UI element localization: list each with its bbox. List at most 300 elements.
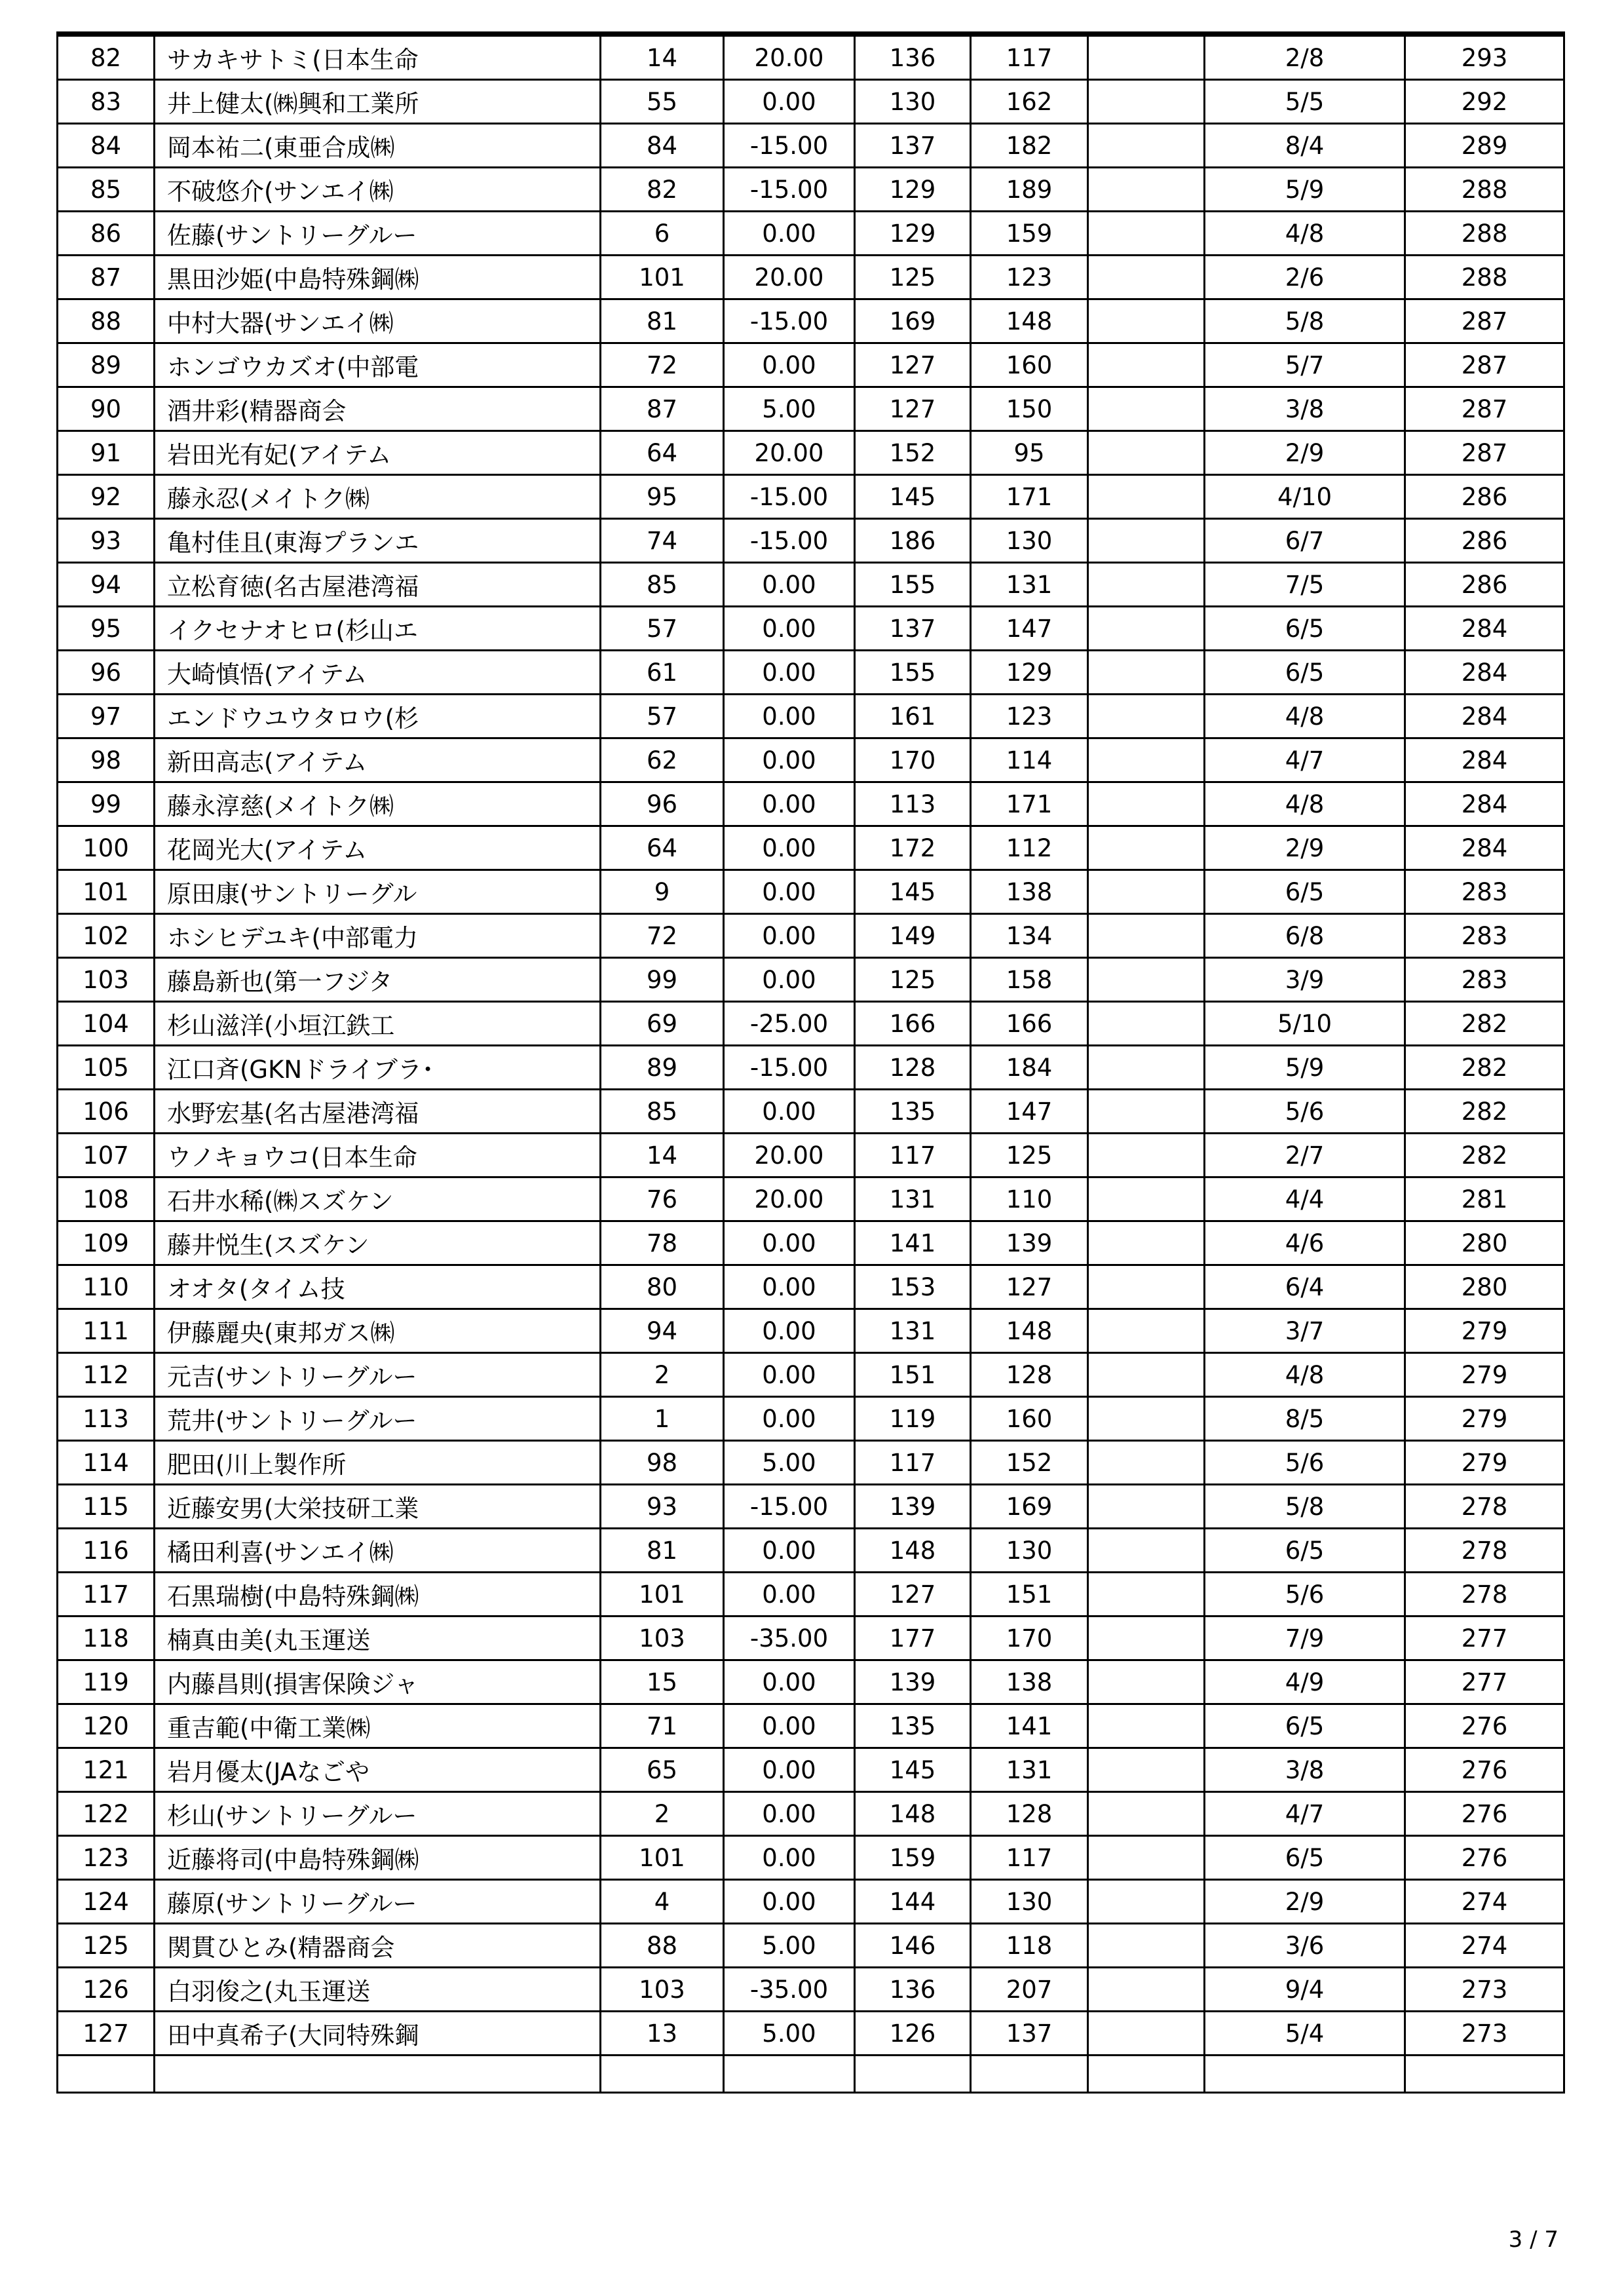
- score-a-cell: 129: [855, 212, 971, 256]
- blank-cell: [1088, 1441, 1205, 1485]
- rank-cell: 110: [58, 1265, 155, 1309]
- name-cell: 新田高志(アイテム: [155, 738, 601, 782]
- handicap-cell: -15.00: [724, 519, 855, 563]
- name-cell: 肥田(川上製作所: [155, 1441, 601, 1485]
- handicap-cell: 0.00: [724, 738, 855, 782]
- table-row: [58, 782, 1564, 826]
- rank-cell: 91: [58, 431, 155, 475]
- score-b-cell: 137: [971, 2012, 1088, 2056]
- handicap-cell: 0.00: [724, 607, 855, 651]
- team-number-cell: 9: [601, 870, 724, 914]
- blank-cell: [1088, 1177, 1205, 1221]
- score-b-cell: 114: [971, 738, 1088, 782]
- rank-cell: 103: [58, 958, 155, 1002]
- rank-cell: 107: [58, 1134, 155, 1177]
- score-a-cell: 152: [855, 431, 971, 475]
- score-a-cell: 139: [855, 1485, 971, 1529]
- team-number-cell: 14: [601, 1134, 724, 1177]
- score-a-cell: 139: [855, 1660, 971, 1704]
- handicap-cell: 0.00: [724, 1704, 855, 1748]
- ratio-cell: 6/5: [1205, 607, 1405, 651]
- table-row: [58, 607, 1564, 651]
- score-a-cell: 169: [855, 299, 971, 343]
- ratio-cell: 4/7: [1205, 1792, 1405, 1836]
- blank-cell: [1088, 519, 1205, 563]
- rank-cell: 124: [58, 1880, 155, 1924]
- score-a-cell: 177: [855, 1617, 971, 1660]
- ratio-cell: 4/4: [1205, 1177, 1405, 1221]
- score-a-cell: 161: [855, 695, 971, 738]
- team-number-cell: 55: [601, 80, 724, 124]
- score-a-cell: 151: [855, 1353, 971, 1397]
- rank-cell: 111: [58, 1309, 155, 1353]
- name-cell: エンドウユウタロウ(杉: [155, 695, 601, 738]
- team-number-cell: 72: [601, 914, 724, 958]
- handicap-cell: 20.00: [724, 1134, 855, 1177]
- blank-cell: [1088, 1704, 1205, 1748]
- handicap-cell: 0.00: [724, 1792, 855, 1836]
- blank-cell: [1088, 168, 1205, 212]
- blank-cell: [1088, 782, 1205, 826]
- score-b-cell: 160: [971, 343, 1088, 387]
- score-a-cell: 136: [855, 1968, 971, 2012]
- name-cell: 元吉(サントリーグルー: [155, 1353, 601, 1397]
- handicap-cell: -15.00: [724, 475, 855, 519]
- table-row: [58, 34, 1564, 80]
- team-number-cell: 61: [601, 651, 724, 695]
- rank-cell: 105: [58, 1046, 155, 1090]
- handicap-cell: 0.00: [724, 782, 855, 826]
- score-a-cell: 127: [855, 343, 971, 387]
- ratio-cell: 6/5: [1205, 651, 1405, 695]
- handicap-cell: 20.00: [724, 34, 855, 80]
- blank-cell: [1088, 1046, 1205, 1090]
- results-table: [56, 31, 1565, 2094]
- score-b-cell: 138: [971, 1660, 1088, 1704]
- score-a-cell: 145: [855, 870, 971, 914]
- team-number-cell: 103: [601, 1617, 724, 1660]
- name-cell: 杉山滋洋(小垣江鉄工: [155, 1002, 601, 1046]
- handicap-cell: 0.00: [724, 651, 855, 695]
- team-number-cell: 13: [601, 2012, 724, 2056]
- score-a-cell: 144: [855, 1880, 971, 1924]
- name-cell: 藤島新也(第一フジタ: [155, 958, 601, 1002]
- score-a-cell: 155: [855, 563, 971, 607]
- rank-cell: 122: [58, 1792, 155, 1836]
- rank-cell: 126: [58, 1968, 155, 2012]
- total-cell: 279: [1405, 1397, 1564, 1441]
- ratio-cell: 6/7: [1205, 519, 1405, 563]
- team-number-cell: 101: [601, 1836, 724, 1880]
- team-number-cell: 81: [601, 1529, 724, 1573]
- score-a-cell: 127: [855, 387, 971, 431]
- total-cell: 276: [1405, 1748, 1564, 1792]
- score-a-cell: 170: [855, 738, 971, 782]
- total-cell: 284: [1405, 651, 1564, 695]
- total-cell: 277: [1405, 1617, 1564, 1660]
- name-cell: 藤井悦生(スズケン: [155, 1221, 601, 1265]
- handicap-cell: 0.00: [724, 1397, 855, 1441]
- score-b-cell: 129: [971, 651, 1088, 695]
- team-number-cell: 103: [601, 1968, 724, 2012]
- name-cell: 岩月優太(JAなごや: [155, 1748, 601, 1792]
- table-row: [58, 168, 1564, 212]
- rank-cell: 106: [58, 1090, 155, 1134]
- results-table-body: [58, 34, 1564, 2093]
- table-row: [58, 1177, 1564, 1221]
- name-cell: 花岡光大(アイテム: [155, 826, 601, 870]
- blank-cell: [1088, 299, 1205, 343]
- score-a-cell: 131: [855, 1309, 971, 1353]
- total-cell: 283: [1405, 870, 1564, 914]
- table-row: [58, 1134, 1564, 1177]
- table-row: [58, 212, 1564, 256]
- rank-cell: 87: [58, 256, 155, 299]
- name-cell: オオタ(タイム技: [155, 1265, 601, 1309]
- total-cell: 286: [1405, 475, 1564, 519]
- total-cell: 284: [1405, 695, 1564, 738]
- rank-cell: 84: [58, 124, 155, 168]
- ratio-cell: 3/6: [1205, 1924, 1405, 1968]
- rank-cell: 127: [58, 2012, 155, 2056]
- name-cell: 藤永淳慈(メイトク㈱: [155, 782, 601, 826]
- score-b-cell: 128: [971, 1792, 1088, 1836]
- score-b-cell: 171: [971, 782, 1088, 826]
- total-cell: 282: [1405, 1002, 1564, 1046]
- table-spacer-row: [58, 2056, 1564, 2093]
- ratio-cell: 9/4: [1205, 1968, 1405, 2012]
- score-b-cell: 160: [971, 1397, 1088, 1441]
- ratio-cell: 8/4: [1205, 124, 1405, 168]
- blank-cell: [1088, 1309, 1205, 1353]
- team-number-cell: 85: [601, 1090, 724, 1134]
- score-b-cell: 147: [971, 1090, 1088, 1134]
- team-number-cell: 84: [601, 124, 724, 168]
- rank-cell: 125: [58, 1924, 155, 1968]
- table-row: [58, 914, 1564, 958]
- score-a-cell: 136: [855, 34, 971, 80]
- score-b-cell: 95: [971, 431, 1088, 475]
- ratio-cell: 5/8: [1205, 1485, 1405, 1529]
- score-b-cell: 134: [971, 914, 1088, 958]
- handicap-cell: -35.00: [724, 1617, 855, 1660]
- score-b-cell: 117: [971, 34, 1088, 80]
- handicap-cell: 0.00: [724, 1265, 855, 1309]
- table-row: [58, 519, 1564, 563]
- handicap-cell: 5.00: [724, 1441, 855, 1485]
- team-number-cell: 82: [601, 168, 724, 212]
- total-cell: 280: [1405, 1265, 1564, 1309]
- score-a-cell: 119: [855, 1397, 971, 1441]
- ratio-cell: 7/9: [1205, 1617, 1405, 1660]
- name-cell: 亀村佳且(東海プランエ: [155, 519, 601, 563]
- blank-cell: [1088, 607, 1205, 651]
- blank-cell: [1088, 387, 1205, 431]
- score-b-cell: 169: [971, 1485, 1088, 1529]
- score-b-cell: 127: [971, 1265, 1088, 1309]
- name-cell: 井上健太(㈱興和工業所: [155, 80, 601, 124]
- ratio-cell: 2/7: [1205, 1134, 1405, 1177]
- table-row: [58, 1397, 1564, 1441]
- name-cell: 近藤将司(中島特殊鋼㈱: [155, 1836, 601, 1880]
- score-a-cell: 137: [855, 607, 971, 651]
- handicap-cell: -25.00: [724, 1002, 855, 1046]
- score-b-cell: 141: [971, 1704, 1088, 1748]
- name-cell: 岡本祐二(東亜合成㈱: [155, 124, 601, 168]
- blank-cell: [1088, 1529, 1205, 1573]
- blank-cell: [1088, 256, 1205, 299]
- team-number-cell: 2: [601, 1792, 724, 1836]
- handicap-cell: 0.00: [724, 870, 855, 914]
- table-row: [58, 1748, 1564, 1792]
- total-cell: 279: [1405, 1353, 1564, 1397]
- score-b-cell: 112: [971, 826, 1088, 870]
- ratio-cell: 6/5: [1205, 1836, 1405, 1880]
- blank-cell: [1088, 870, 1205, 914]
- ratio-cell: 3/9: [1205, 958, 1405, 1002]
- score-a-cell: 126: [855, 2012, 971, 2056]
- score-a-cell: 145: [855, 475, 971, 519]
- name-cell: 佐藤(サントリーグルー: [155, 212, 601, 256]
- score-b-cell: 166: [971, 1002, 1088, 1046]
- spacer-cell: [601, 2056, 724, 2093]
- table-row: [58, 1353, 1564, 1397]
- blank-cell: [1088, 1090, 1205, 1134]
- score-b-cell: 162: [971, 80, 1088, 124]
- handicap-cell: 0.00: [724, 212, 855, 256]
- rank-cell: 99: [58, 782, 155, 826]
- score-a-cell: 148: [855, 1529, 971, 1573]
- ratio-cell: 6/4: [1205, 1265, 1405, 1309]
- score-a-cell: 129: [855, 168, 971, 212]
- total-cell: 273: [1405, 1968, 1564, 2012]
- team-number-cell: 71: [601, 1704, 724, 1748]
- handicap-cell: 0.00: [724, 1660, 855, 1704]
- name-cell: 楠真由美(丸玉運送: [155, 1617, 601, 1660]
- total-cell: 288: [1405, 168, 1564, 212]
- ratio-cell: 4/6: [1205, 1221, 1405, 1265]
- blank-cell: [1088, 80, 1205, 124]
- blank-cell: [1088, 1880, 1205, 1924]
- handicap-cell: 0.00: [724, 80, 855, 124]
- handicap-cell: 0.00: [724, 958, 855, 1002]
- blank-cell: [1088, 1573, 1205, 1617]
- score-b-cell: 170: [971, 1617, 1088, 1660]
- blank-cell: [1088, 1353, 1205, 1397]
- table-row: [58, 1924, 1564, 1968]
- table-row: [58, 651, 1564, 695]
- total-cell: 276: [1405, 1836, 1564, 1880]
- team-number-cell: 81: [601, 299, 724, 343]
- handicap-cell: 0.00: [724, 1090, 855, 1134]
- blank-cell: [1088, 475, 1205, 519]
- name-cell: 原田康(サントリーグル: [155, 870, 601, 914]
- handicap-cell: -35.00: [724, 1968, 855, 2012]
- handicap-cell: 0.00: [724, 1880, 855, 1924]
- table-row: [58, 1529, 1564, 1573]
- spacer-cell: [855, 2056, 971, 2093]
- rank-cell: 121: [58, 1748, 155, 1792]
- rank-cell: 85: [58, 168, 155, 212]
- name-cell: ウノキョウコ(日本生命: [155, 1134, 601, 1177]
- ratio-cell: 5/9: [1205, 1046, 1405, 1090]
- handicap-cell: 0.00: [724, 1353, 855, 1397]
- handicap-cell: 0.00: [724, 563, 855, 607]
- table-row: [58, 343, 1564, 387]
- handicap-cell: 20.00: [724, 431, 855, 475]
- blank-cell: [1088, 1397, 1205, 1441]
- score-a-cell: 172: [855, 826, 971, 870]
- score-b-cell: 125: [971, 1134, 1088, 1177]
- table-row: [58, 80, 1564, 124]
- name-cell: ホシヒデユキ(中部電力: [155, 914, 601, 958]
- blank-cell: [1088, 1265, 1205, 1309]
- name-cell: 中村大器(サンエイ㈱: [155, 299, 601, 343]
- ratio-cell: 5/10: [1205, 1002, 1405, 1046]
- name-cell: 水野宏基(名古屋港湾福: [155, 1090, 601, 1134]
- score-a-cell: 146: [855, 1924, 971, 1968]
- score-b-cell: 139: [971, 1221, 1088, 1265]
- rank-cell: 89: [58, 343, 155, 387]
- score-a-cell: 148: [855, 1792, 971, 1836]
- rank-cell: 104: [58, 1002, 155, 1046]
- team-number-cell: 94: [601, 1309, 724, 1353]
- blank-cell: [1088, 958, 1205, 1002]
- score-b-cell: 131: [971, 563, 1088, 607]
- team-number-cell: 95: [601, 475, 724, 519]
- handicap-cell: 5.00: [724, 387, 855, 431]
- handicap-cell: 5.00: [724, 2012, 855, 2056]
- team-number-cell: 80: [601, 1265, 724, 1309]
- name-cell: 伊藤麗央(東邦ガス㈱: [155, 1309, 601, 1353]
- rank-cell: 115: [58, 1485, 155, 1529]
- total-cell: 279: [1405, 1309, 1564, 1353]
- ratio-cell: 5/6: [1205, 1090, 1405, 1134]
- total-cell: 287: [1405, 299, 1564, 343]
- team-number-cell: 85: [601, 563, 724, 607]
- ratio-cell: 3/7: [1205, 1309, 1405, 1353]
- ratio-cell: 2/9: [1205, 1880, 1405, 1924]
- team-number-cell: 72: [601, 343, 724, 387]
- ratio-cell: 2/8: [1205, 34, 1405, 80]
- table-row: [58, 1002, 1564, 1046]
- score-a-cell: 128: [855, 1046, 971, 1090]
- results-sheet: [56, 31, 1563, 2094]
- score-b-cell: 159: [971, 212, 1088, 256]
- rank-cell: 88: [58, 299, 155, 343]
- table-row: [58, 563, 1564, 607]
- rank-cell: 123: [58, 1836, 155, 1880]
- table-row: [58, 1617, 1564, 1660]
- total-cell: 274: [1405, 1924, 1564, 1968]
- team-number-cell: 2: [601, 1353, 724, 1397]
- score-b-cell: 151: [971, 1573, 1088, 1617]
- team-number-cell: 14: [601, 34, 724, 80]
- blank-cell: [1088, 1968, 1205, 2012]
- table-row: [58, 738, 1564, 782]
- score-b-cell: 152: [971, 1441, 1088, 1485]
- name-cell: 立松育徳(名古屋港湾福: [155, 563, 601, 607]
- handicap-cell: -15.00: [724, 1046, 855, 1090]
- rank-cell: 83: [58, 80, 155, 124]
- score-b-cell: 117: [971, 1836, 1088, 1880]
- total-cell: 274: [1405, 1880, 1564, 1924]
- blank-cell: [1088, 124, 1205, 168]
- rank-cell: 94: [58, 563, 155, 607]
- team-number-cell: 6: [601, 212, 724, 256]
- blank-cell: [1088, 1002, 1205, 1046]
- table-row: [58, 1485, 1564, 1529]
- ratio-cell: 6/5: [1205, 1704, 1405, 1748]
- total-cell: 283: [1405, 914, 1564, 958]
- table-row: [58, 1265, 1564, 1309]
- spacer-cell: [971, 2056, 1088, 2093]
- ratio-cell: 4/9: [1205, 1660, 1405, 1704]
- team-number-cell: 69: [601, 1002, 724, 1046]
- blank-cell: [1088, 1617, 1205, 1660]
- spacer-cell: [1088, 2056, 1205, 2093]
- spacer-cell: [1205, 2056, 1405, 2093]
- total-cell: 284: [1405, 738, 1564, 782]
- spacer-cell: [1405, 2056, 1564, 2093]
- ratio-cell: 5/9: [1205, 168, 1405, 212]
- score-b-cell: 158: [971, 958, 1088, 1002]
- total-cell: 280: [1405, 1221, 1564, 1265]
- ratio-cell: 4/7: [1205, 738, 1405, 782]
- score-a-cell: 130: [855, 80, 971, 124]
- score-a-cell: 166: [855, 1002, 971, 1046]
- rank-cell: 102: [58, 914, 155, 958]
- score-b-cell: 171: [971, 475, 1088, 519]
- handicap-cell: 5.00: [724, 1924, 855, 1968]
- total-cell: 282: [1405, 1046, 1564, 1090]
- total-cell: 289: [1405, 124, 1564, 168]
- total-cell: 292: [1405, 80, 1564, 124]
- handicap-cell: 0.00: [724, 695, 855, 738]
- rank-cell: 120: [58, 1704, 155, 1748]
- team-number-cell: 96: [601, 782, 724, 826]
- team-number-cell: 76: [601, 1177, 724, 1221]
- name-cell: 大崎慎悟(アイテム: [155, 651, 601, 695]
- total-cell: 284: [1405, 607, 1564, 651]
- blank-cell: [1088, 1748, 1205, 1792]
- total-cell: 287: [1405, 343, 1564, 387]
- score-b-cell: 148: [971, 299, 1088, 343]
- table-row: [58, 1660, 1564, 1704]
- name-cell: 重吉範(中衛工業㈱: [155, 1704, 601, 1748]
- name-cell: イクセナオヒロ(杉山エ: [155, 607, 601, 651]
- ratio-cell: 4/8: [1205, 1353, 1405, 1397]
- score-a-cell: 117: [855, 1134, 971, 1177]
- name-cell: 藤原(サントリーグルー: [155, 1880, 601, 1924]
- score-b-cell: 130: [971, 1529, 1088, 1573]
- ratio-cell: 5/6: [1205, 1573, 1405, 1617]
- name-cell: 近藤安男(大栄技研工業: [155, 1485, 601, 1529]
- table-row: [58, 1573, 1564, 1617]
- handicap-cell: -15.00: [724, 299, 855, 343]
- table-row: [58, 1704, 1564, 1748]
- ratio-cell: 5/6: [1205, 1441, 1405, 1485]
- blank-cell: [1088, 1924, 1205, 1968]
- spacer-cell: [58, 2056, 155, 2093]
- score-b-cell: 207: [971, 1968, 1088, 2012]
- table-row: [58, 1880, 1564, 1924]
- team-number-cell: 93: [601, 1485, 724, 1529]
- blank-cell: [1088, 651, 1205, 695]
- score-b-cell: 128: [971, 1353, 1088, 1397]
- total-cell: 282: [1405, 1090, 1564, 1134]
- rank-cell: 97: [58, 695, 155, 738]
